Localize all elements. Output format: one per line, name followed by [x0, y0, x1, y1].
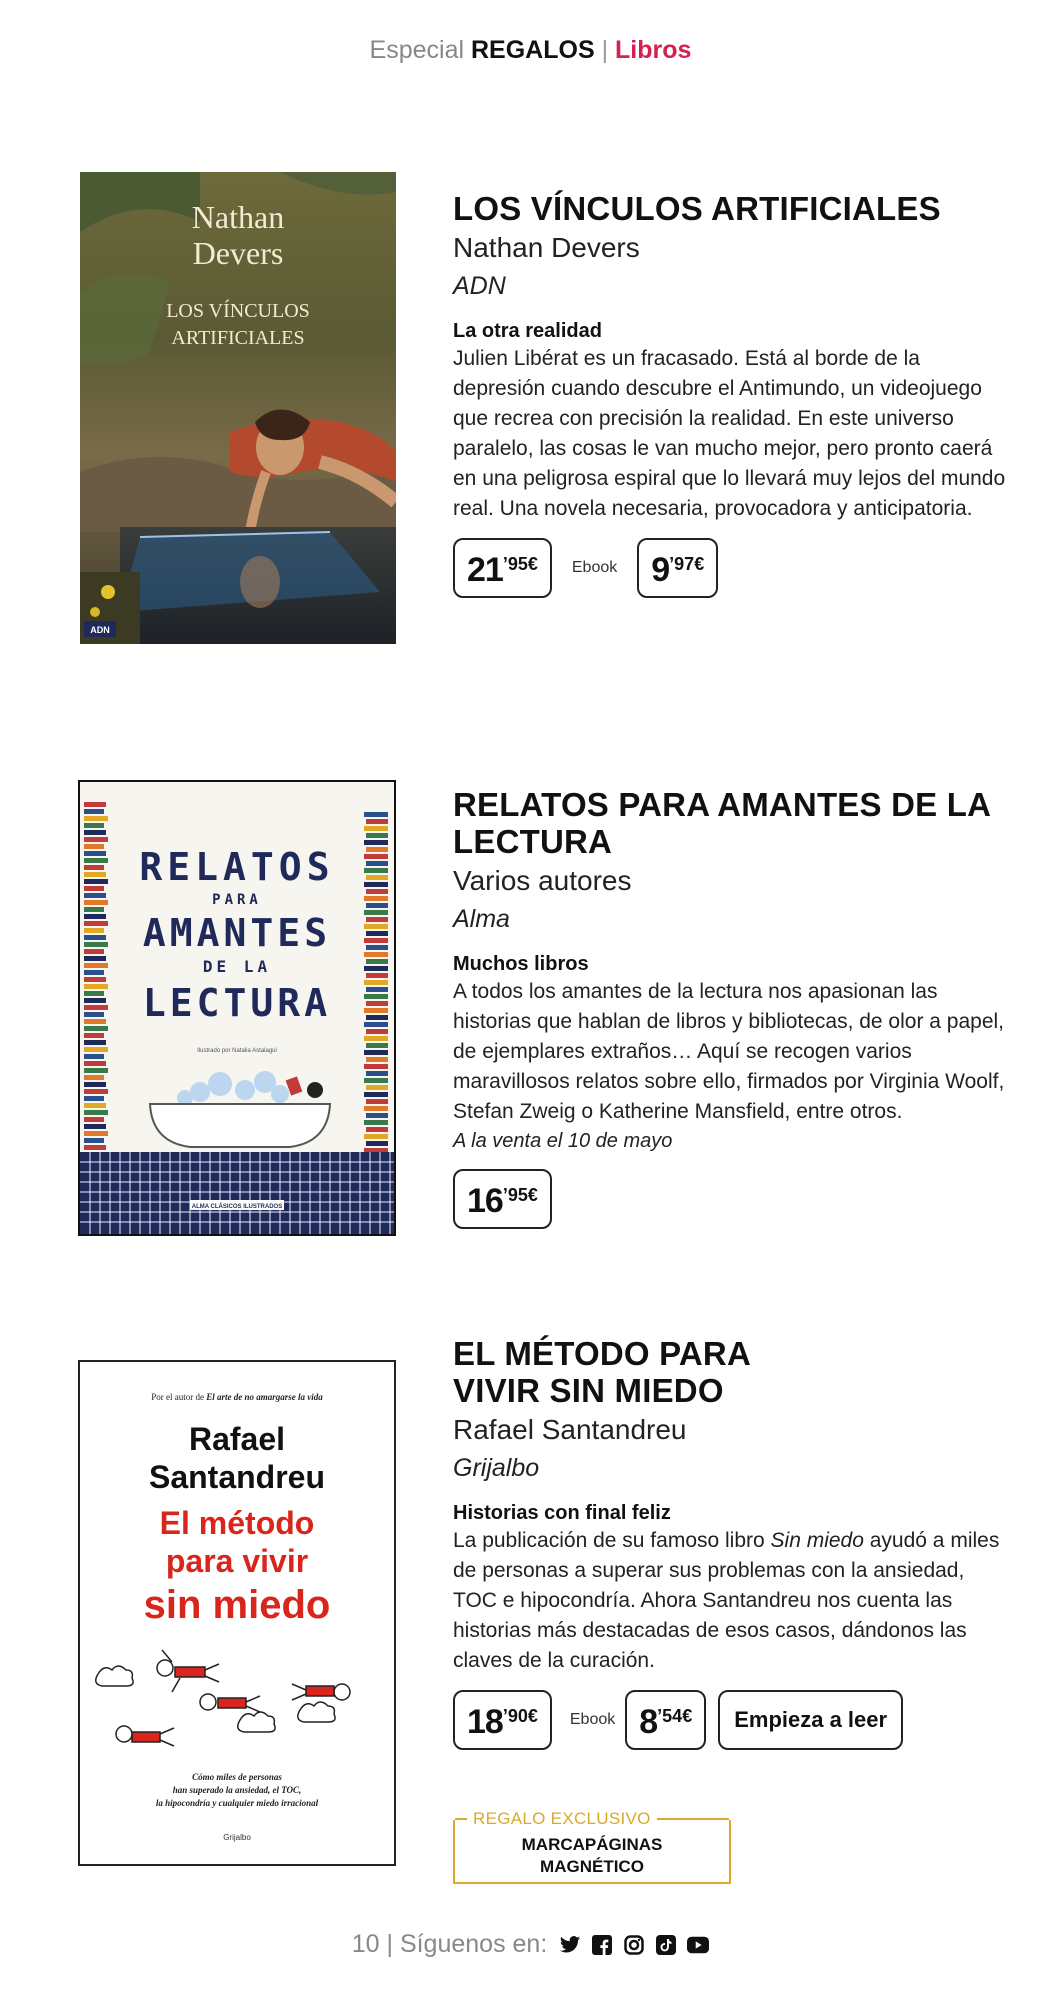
cover-line3: AMANTES — [142, 911, 332, 955]
cover-author-line1: Nathan — [191, 199, 285, 235]
book-title-line: EL MÉTODO PARA — [453, 1335, 751, 1372]
ebook-price-dec: ’54€ — [657, 1706, 693, 1726]
book-title — [453, 190, 1013, 227]
footer-separator: | — [386, 1930, 393, 1958]
cover-line5: LECTURA — [142, 981, 332, 1025]
book-title — [453, 786, 1013, 860]
header-category: Libros — [615, 36, 692, 64]
book-description — [453, 1526, 1013, 1676]
cover-blurb-line2: han superado la ansiedad, el TOC, — [172, 1785, 302, 1795]
header-separator: | — [601, 36, 609, 64]
ebook-label: Ebook — [571, 559, 618, 576]
gift-label-row — [455, 1809, 729, 1829]
instagram-icon[interactable] — [623, 1934, 645, 1956]
gift-line1: MARCAPÁGINAS — [521, 1835, 663, 1854]
cover-title-line2: ARTIFICIALES — [171, 327, 305, 349]
gift-box — [453, 1809, 731, 1884]
description-part: La publicación de su famoso libro — [453, 1529, 771, 1552]
book-cover-los-vinculos[interactable] — [80, 172, 396, 644]
cover-series: ALMA CLÁSICOS ILUSTRADOS — [191, 1204, 283, 1210]
ebook-price-int: 8 — [639, 1703, 658, 1741]
print-price-int: 16 — [467, 1182, 503, 1220]
cover-title-line3: sin miedo — [143, 1583, 331, 1627]
cover-blurb-line1: Cómo miles de personas — [192, 1772, 282, 1782]
cover-line1: RELATOS — [139, 845, 335, 889]
follow-label: Síguenos en: — [399, 1930, 548, 1958]
gift-line2: MAGNÉTICO — [540, 1857, 644, 1876]
print-price-badge — [453, 1169, 552, 1229]
ebook-label: Ebook — [569, 1711, 616, 1728]
print-price-badge — [453, 538, 552, 598]
page-footer — [0, 1930, 1061, 1959]
book-title-line: LECTURA — [453, 823, 613, 860]
book-subtitle: Muchos libros — [453, 953, 589, 975]
book-title-line: VIVIR SIN MIEDO — [453, 1372, 724, 1409]
book-cover-relatos[interactable] — [78, 780, 396, 1236]
book-publisher: Grijalbo — [453, 1454, 540, 1482]
ebook-price-badge — [637, 538, 718, 598]
release-note: A la venta el 10 de mayo — [453, 1130, 673, 1152]
book-author: Varios autores — [453, 865, 632, 896]
tiktok-icon[interactable] — [655, 1934, 677, 1956]
price-row — [453, 1690, 1013, 1750]
cover-title-line2: para vivir — [165, 1543, 309, 1579]
youtube-icon[interactable] — [687, 1934, 709, 1956]
book-subtitle: Historias con final feliz — [453, 1502, 671, 1524]
print-price-int: 18 — [467, 1703, 503, 1741]
print-price-dec: ’90€ — [502, 1706, 538, 1726]
cover-tagline-before: Por el autor de — [151, 1392, 207, 1402]
book-title-line: RELATOS PARA AMANTES DE LA — [453, 786, 992, 823]
cover-imprint: Grijalbo — [223, 1833, 251, 1842]
book-entry-los-vinculos — [453, 190, 1013, 598]
page-header — [0, 36, 1061, 65]
price-row — [453, 1169, 1013, 1229]
book-subtitle: La otra realidad — [453, 320, 602, 342]
book-entry-relatos — [453, 786, 1013, 1229]
cover-tagline — [151, 1392, 323, 1402]
cover-line4: DE LA — [202, 957, 272, 976]
cover-tagline-em: El arte de no amargarse la vida — [206, 1392, 323, 1402]
gift-divider — [657, 1818, 729, 1820]
cover-author-line2: Santandreu — [148, 1459, 326, 1495]
cover-publisher-logo: ADN — [90, 625, 110, 635]
book-description: A todos los amantes de la lectura nos apasionan las historias que hablan de libros y bibliotecas, de olor a papel, de ejemplares extraños… Aquí se recogen varios maravillosos relatos sobre ello, firmados por Virginia Woolf, Stefan Zweig o Katherine Mansfield, entre otros. — [453, 980, 1005, 1123]
description-emphasis: Sin miedo — [770, 1529, 864, 1552]
tiled-floor-illustration — [80, 1152, 394, 1234]
twitter-icon[interactable] — [559, 1934, 581, 1956]
facebook-icon[interactable] — [591, 1934, 613, 1956]
cover-title-line1: LOS VÍNCULOS — [166, 300, 310, 322]
print-price-dec: ’95€ — [502, 554, 538, 574]
book-entry-metodo — [453, 1335, 1013, 1750]
gift-divider — [455, 1818, 467, 1820]
cover-line2: PARA — [212, 892, 262, 908]
book-publisher: ADN — [453, 272, 506, 300]
book-author: Rafael Santandreu — [453, 1414, 687, 1445]
cover-author-line1: Rafael — [188, 1421, 286, 1457]
cover-author-line2: Devers — [192, 235, 284, 271]
book-title-line: LOS VÍNCULOS ARTIFICIALES — [453, 190, 941, 227]
start-reading-button[interactable]: Empieza a leer — [718, 1690, 903, 1750]
ebook-price-int: 9 — [651, 551, 670, 589]
cover-title-line1: El método — [159, 1505, 315, 1541]
book-title — [453, 1335, 1013, 1409]
book-publisher: Alma — [453, 905, 510, 933]
gift-label: REGALO EXCLUSIVO — [473, 1809, 651, 1828]
price-row — [453, 538, 1013, 598]
print-price-badge — [453, 1690, 552, 1750]
ebook-price-badge — [625, 1690, 706, 1750]
ebook-price-dec: ’97€ — [669, 554, 705, 574]
book-description: Julien Libérat es un fracasado. Está al borde de la depresión cuando descubre el Antimundo, un videojuego que recrea con precisión la realidad. En este universo paralelo, las cosas le van mucho mejor, pero pronto caerá en una peligrosa espiral que lo llevará muy lejos del mundo real. Una novela necesaria, provocadora y anticipatoria. — [453, 347, 1006, 520]
print-price-dec: ’95€ — [502, 1185, 538, 1205]
header-prefix: Especial — [369, 36, 465, 64]
book-author: Nathan Devers — [453, 232, 640, 263]
book-cover-metodo[interactable] — [78, 1360, 396, 1866]
cover-blurb-line3: la hipocondría y cualquier miedo irracional — [155, 1798, 319, 1808]
print-price-int: 21 — [467, 551, 503, 589]
description-part: ayudó a miles de personas a superar sus problemas con la ansiedad, TOC e hipocondría. Ahora Santandreu nos cuenta las historias más destacadas de esos casos, dándonos las claves de la curación. — [453, 1529, 1000, 1672]
header-section: REGALOS — [471, 36, 595, 64]
cover-credit: Ilustrado por Natalia Astalagui — [197, 1048, 277, 1054]
page-number: 10 — [351, 1930, 380, 1958]
